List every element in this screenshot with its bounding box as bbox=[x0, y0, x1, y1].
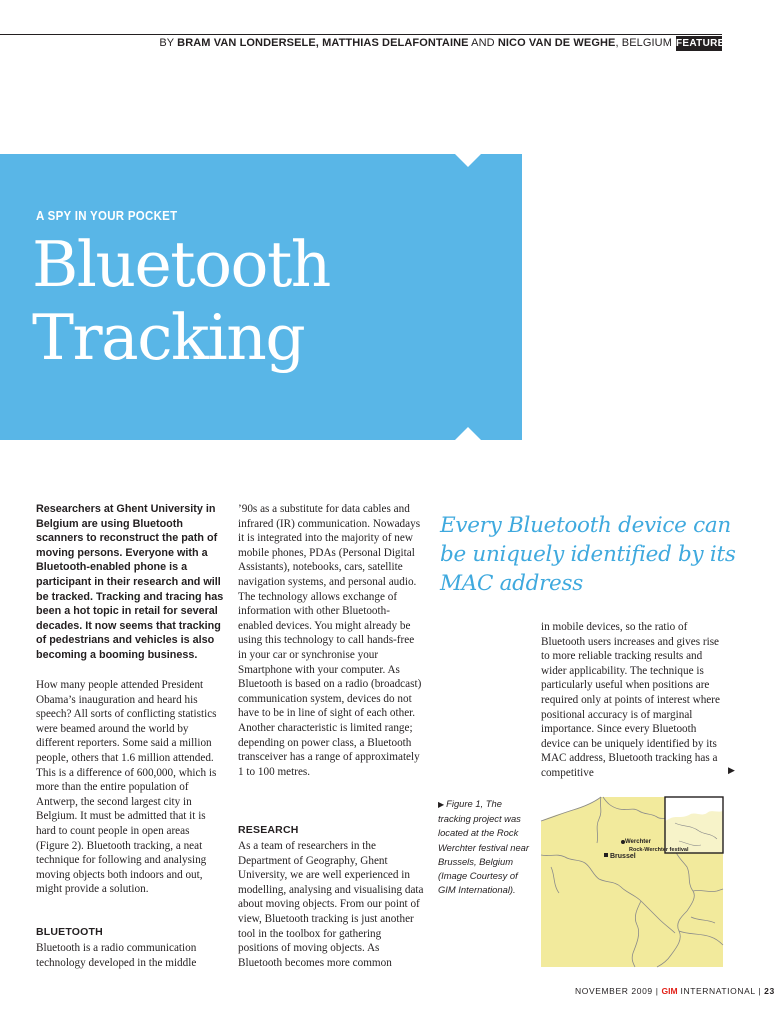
subheading-research: RESEARCH bbox=[238, 824, 299, 836]
title-block-notch-top bbox=[455, 154, 481, 167]
figure-caption bbox=[438, 797, 530, 897]
lead-paragraph: Researchers at Ghent University in Belgium are using Bluetooth scanners to reconstruct the path of moving persons. Everyone with a Bluetooth-enabled phone is a participant in their research and will be tracked. Tracking and tracing has been a hot topic in retail for several decades. It now seems that tracking of pedestrians and vehicles is also becoming a booming business. bbox=[36, 503, 224, 661]
page-number: 23 bbox=[764, 986, 775, 996]
pull-quote: Every Bluetooth device can be uniquely identified by its MAC address bbox=[440, 513, 736, 596]
title-block-notch-bottom bbox=[455, 427, 481, 440]
section-tag: FEATURE bbox=[676, 38, 725, 49]
headline-line-1: Bluetooth bbox=[32, 228, 330, 301]
map-label-festival: Rock-Werchter festival bbox=[629, 847, 689, 853]
byline-by: BY bbox=[159, 37, 175, 49]
map-label-brussel: Brussel bbox=[610, 853, 636, 860]
kicker: A SPY IN YOUR POCKET bbox=[36, 209, 178, 223]
body-paragraph-2: Bluetooth is a radio communication technology developed in the middle bbox=[36, 942, 197, 969]
body-paragraph-3: ’90s as a substitute for data cables and infrared (IR) communication. Nowadays it is integrated into the majority of new mobile phones, PDAs (Personal Digital Assistants), notebooks, cars, satellite navigation systems, and personal audio. The technology allows exchange of information with other Bluetooth-enabled devices. You might already be using this technology to call hands-free in your car or synchronise your Smartphone with your computer. As Bluetooth is based on a radio (broadcast) communication system, devices do not have to be in line of sight of each other. Another characteristic is limited range; depending on power class, a Bluetooth transceiver has a range of approximately 1 to 100 metres. bbox=[238, 503, 422, 778]
map-inset bbox=[665, 797, 723, 853]
map-label-werchter: Werchter bbox=[625, 839, 651, 845]
footer-separator-2: | bbox=[758, 986, 762, 996]
footer-magazine: INTERNATIONAL bbox=[680, 986, 756, 996]
footer-separator: | bbox=[655, 986, 659, 996]
figure-caption-text: Figure 1, The tracking project was located at the Rock Werchter festival near Brussels, Belgium (Image Courtesy of GIM International). bbox=[438, 798, 530, 896]
byline-country: , BELGIUM bbox=[615, 37, 672, 49]
byline bbox=[150, 36, 672, 51]
byline-author-last: NICO VAN DE WEGHE bbox=[497, 37, 616, 49]
caption-arrow-icon: ▶ bbox=[438, 800, 445, 809]
body-paragraph-4: As a team of researchers in the Department of Geography, Ghent University, we are well experienced in modelling, analysing and visualising data about moving objects. From our point of view, Bluetooth tracking is just another tool in the toolbox for gathering positions of moving objects. As Bluetooth becomes more common bbox=[238, 840, 424, 969]
footer-brand: GIM bbox=[661, 986, 678, 996]
body-paragraph-1: How many people attended President Obama’s inauguration and heard his speech? All sorts of conflicting statistics were beamed around the world by different reporters. Some said a million people, others that 1.6 million attended. This is a difference of 600,000, which is more than the entire population of Antwerp, the second largest city in Belgium. It must be admitted that it is hard to count people in open areas (Figure 2). Bluetooth tracking, a neat technique for following and analysing moving objects both indoors and out, might provide a solution. bbox=[36, 679, 217, 896]
body-paragraph-5: in mobile devices, so the ratio of Bluetooth users increases and gives rise to more reliable tracking results and wider applicability. The technique is particularly useful when positions are required only at points of interest where positional accuracy is of marginal importance. Since every Bluetooth device can be uniquely identified by its MAC address, Bluetooth tracking has a competitive bbox=[541, 621, 720, 779]
footer-date: NOVEMBER 2009 bbox=[575, 986, 653, 996]
header-rule bbox=[0, 34, 722, 35]
continue-arrow-icon: ▶ bbox=[728, 766, 735, 776]
byline-authors: BRAM VAN LONDERSELE, MATTHIAS DELAFONTAINE bbox=[177, 37, 469, 49]
byline-and: AND bbox=[471, 37, 495, 49]
belgium-map bbox=[541, 797, 723, 967]
map-marker-brussel bbox=[604, 853, 608, 857]
page-footer bbox=[575, 986, 775, 996]
headline bbox=[32, 228, 502, 374]
headline-line-2: Tracking bbox=[32, 301, 305, 374]
subheading-bluetooth: BLUETOOTH bbox=[36, 926, 103, 938]
